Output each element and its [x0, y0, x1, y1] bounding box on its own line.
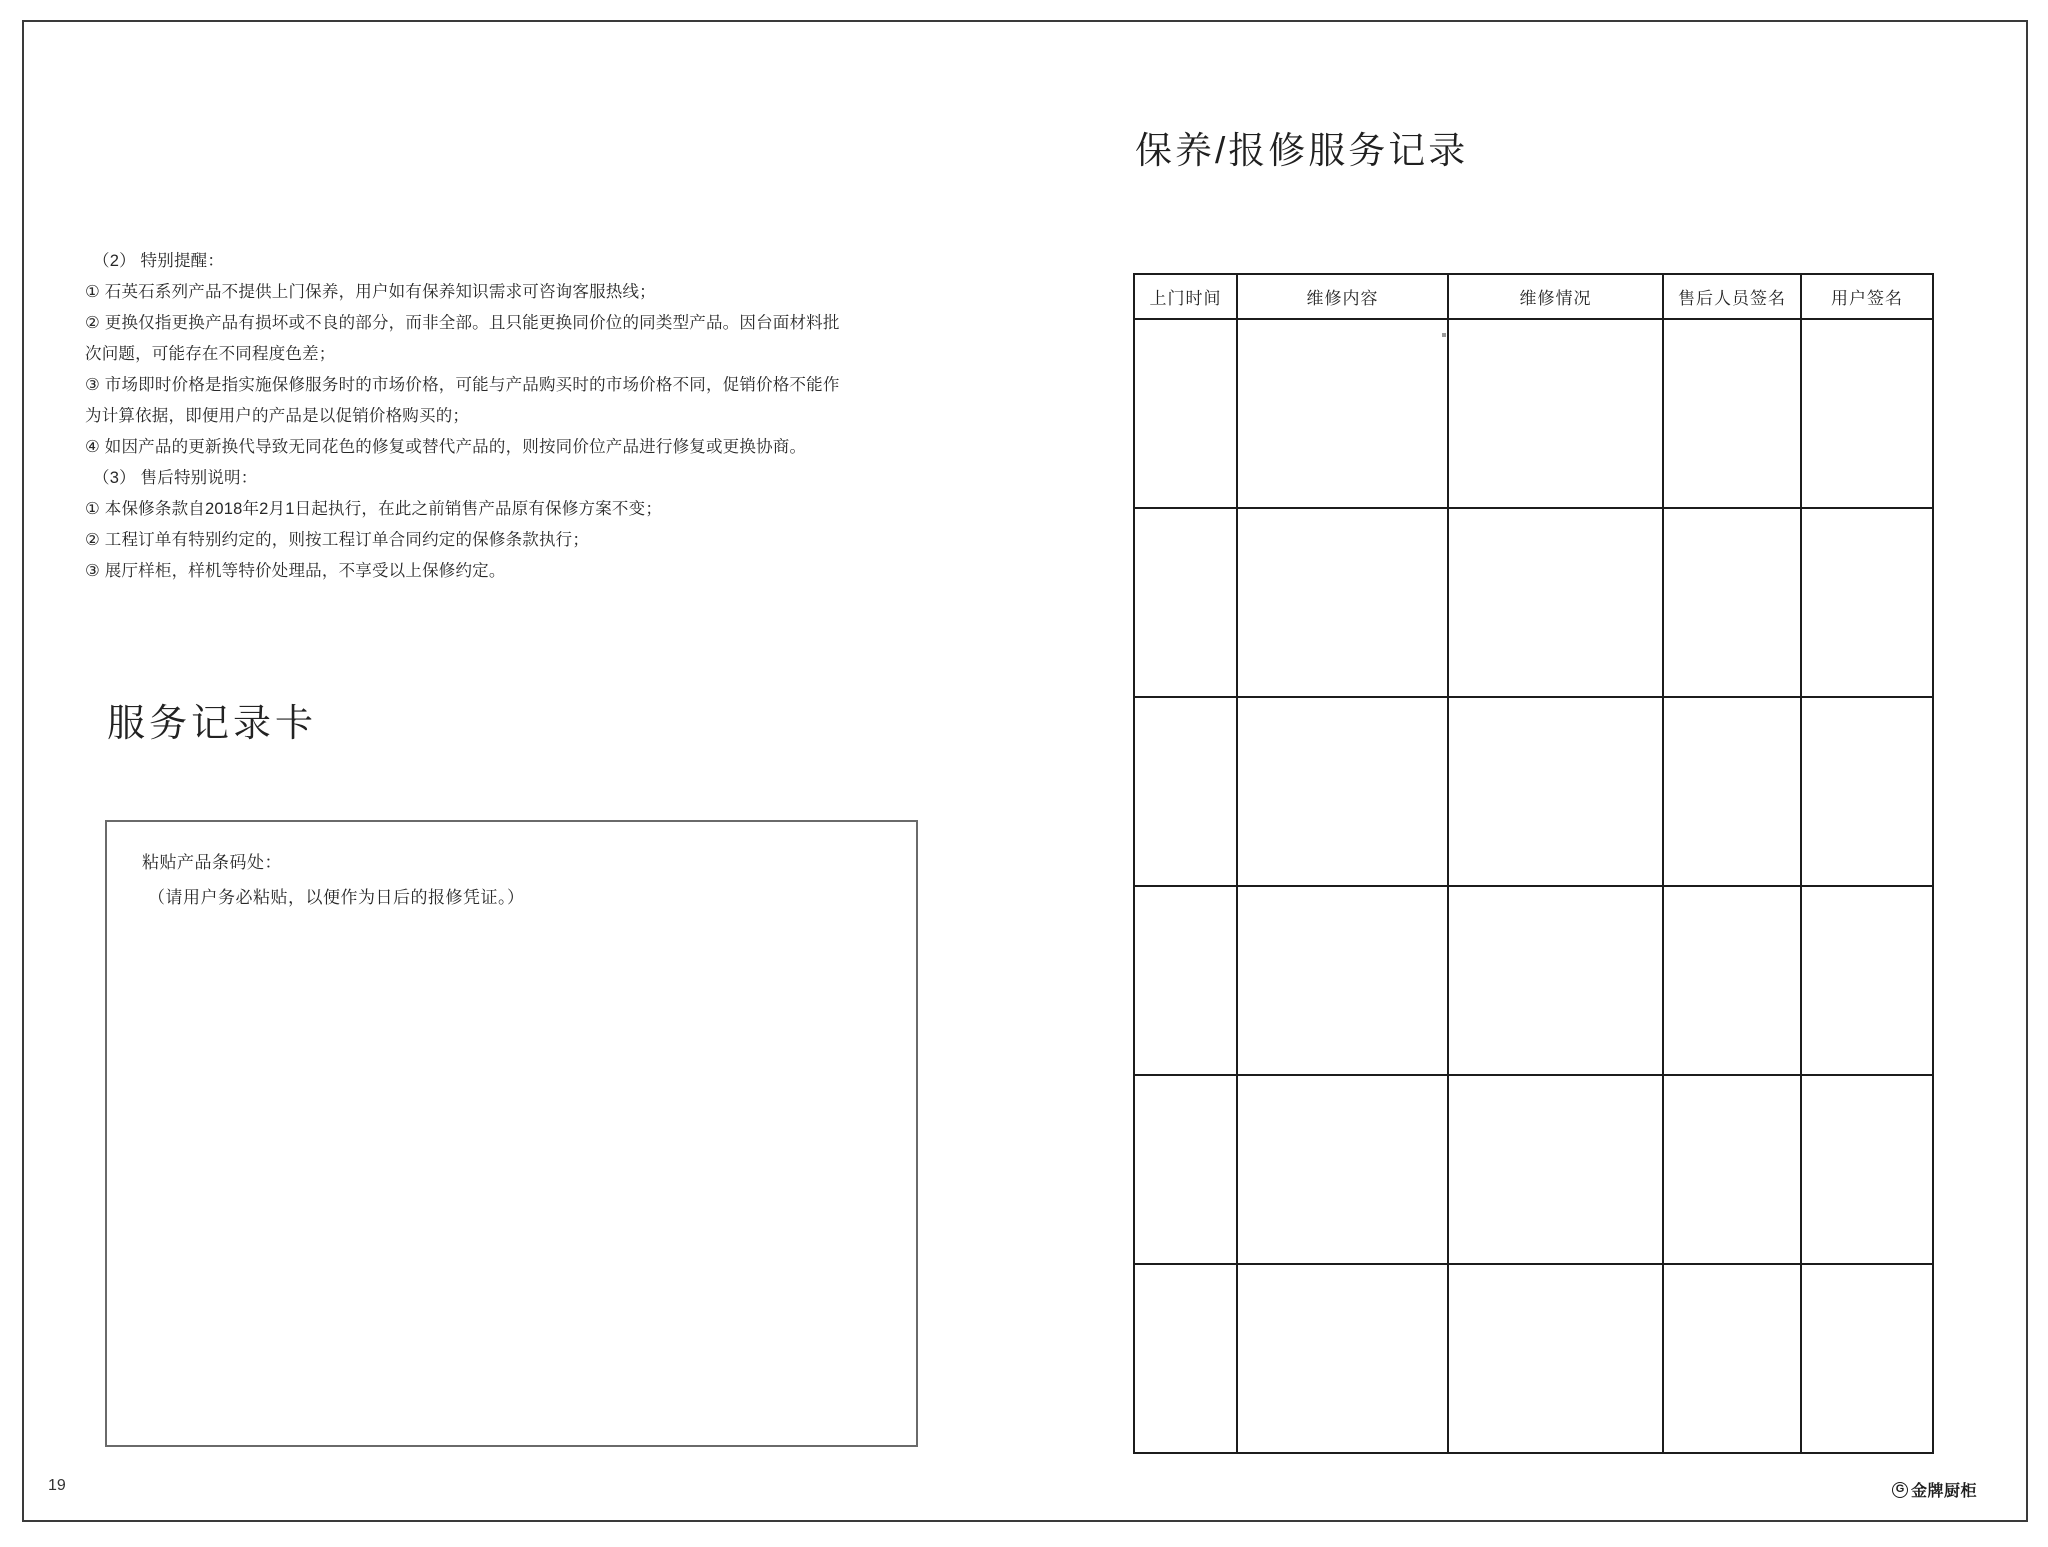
- empty-record-cell: [1448, 1075, 1663, 1264]
- barcode-box-note: （请用户务必粘贴，以便作为日后的报修凭证。）: [148, 888, 525, 907]
- note-line: ③ 展厅样柜，样机等特价处理品，不享受以上保修约定。: [85, 562, 506, 580]
- service-table-body: [1134, 319, 1933, 1453]
- table-row: [1134, 1075, 1933, 1264]
- note-line: 次问题，可能存在不同程度色差；: [85, 345, 336, 363]
- table-row: [1134, 697, 1933, 886]
- scan-artifact-dot: [1442, 333, 1446, 337]
- warranty-notes-block: [85, 246, 840, 587]
- note-line: ④ 如因产品的更新换代导致无同花色的修复或替代产品的，则按同价位产品进行修复或更换协商。: [85, 438, 807, 456]
- empty-record-cell: [1448, 508, 1663, 697]
- brand-name: 金牌厨柜: [1911, 1483, 1978, 1500]
- empty-record-cell: [1237, 697, 1448, 886]
- empty-record-cell: [1663, 697, 1801, 886]
- maintenance-record-title: 保养/报修服务记录: [1135, 130, 1469, 171]
- empty-record-cell: [1134, 508, 1237, 697]
- empty-record-cell: [1134, 697, 1237, 886]
- header-user-signature: 用户签名: [1801, 274, 1933, 319]
- empty-record-cell: [1801, 1264, 1933, 1453]
- empty-record-cell: [1448, 886, 1663, 1075]
- service-record-table: [1133, 273, 1934, 1454]
- empty-record-cell: [1134, 886, 1237, 1075]
- brand-g-icon: G: [1892, 1482, 1908, 1498]
- header-repair-content: 维修内容: [1237, 274, 1448, 319]
- brand-logo: [1892, 1478, 1977, 1501]
- empty-record-cell: [1663, 1264, 1801, 1453]
- empty-record-cell: [1801, 886, 1933, 1075]
- note-line: ① 石英石系列产品不提供上门保养，用户如有保养知识需求可咨询客服热线；: [85, 283, 656, 301]
- empty-record-cell: [1801, 1075, 1933, 1264]
- note-line: ③ 市场即时价格是指实施保修服务时的市场价格，可能与产品购买时的市场价格不同，促销价格不能作: [85, 376, 840, 394]
- table-row: [1134, 319, 1933, 508]
- empty-record-cell: [1663, 319, 1801, 508]
- empty-record-cell: [1237, 886, 1448, 1075]
- empty-record-cell: [1237, 319, 1448, 508]
- table-row: [1134, 508, 1933, 697]
- empty-record-cell: [1663, 1075, 1801, 1264]
- table-header-row: [1134, 274, 1933, 319]
- empty-record-cell: [1663, 508, 1801, 697]
- empty-record-cell: [1237, 508, 1448, 697]
- empty-record-cell: [1801, 319, 1933, 508]
- empty-record-cell: [1801, 697, 1933, 886]
- barcode-box-label: 粘贴产品条码处：: [142, 853, 282, 872]
- note-line: ② 更换仅指更换产品有损坏或不良的部分，而非全部。且只能更换同价位的同类型产品。因台面材料批: [85, 314, 840, 332]
- empty-record-cell: [1663, 886, 1801, 1075]
- empty-record-cell: [1237, 1075, 1448, 1264]
- note-line: ① 本保修条款自2018年2月1日起执行，在此之前销售产品原有保修方案不变；: [85, 500, 663, 518]
- header-visit-time: 上门时间: [1134, 274, 1237, 319]
- empty-record-cell: [1801, 508, 1933, 697]
- empty-record-cell: [1237, 1264, 1448, 1453]
- empty-record-cell: [1134, 319, 1237, 508]
- empty-record-cell: [1448, 1264, 1663, 1453]
- empty-record-cell: [1134, 1075, 1237, 1264]
- note-line: 为计算依据，即便用户的产品是以促销价格购买的；: [85, 407, 470, 425]
- page-number: 19: [48, 1477, 66, 1494]
- empty-record-cell: [1134, 1264, 1237, 1453]
- table-row: [1134, 886, 1933, 1075]
- empty-record-cell: [1448, 697, 1663, 886]
- note-line: ② 工程订单有特别约定的，则按工程订单合同约定的保修条款执行；: [85, 531, 590, 549]
- table-row: [1134, 1264, 1933, 1453]
- service-record-card-title: 服务记录卡: [107, 703, 318, 745]
- note-line: （3） 售后特别说明：: [93, 469, 258, 487]
- note-line: （2） 特别提醒：: [93, 252, 225, 270]
- header-repair-status: 维修情况: [1448, 274, 1663, 319]
- header-aftersales-signature: 售后人员签名: [1663, 274, 1801, 319]
- empty-record-cell: [1448, 319, 1663, 508]
- barcode-paste-box: [105, 820, 918, 1447]
